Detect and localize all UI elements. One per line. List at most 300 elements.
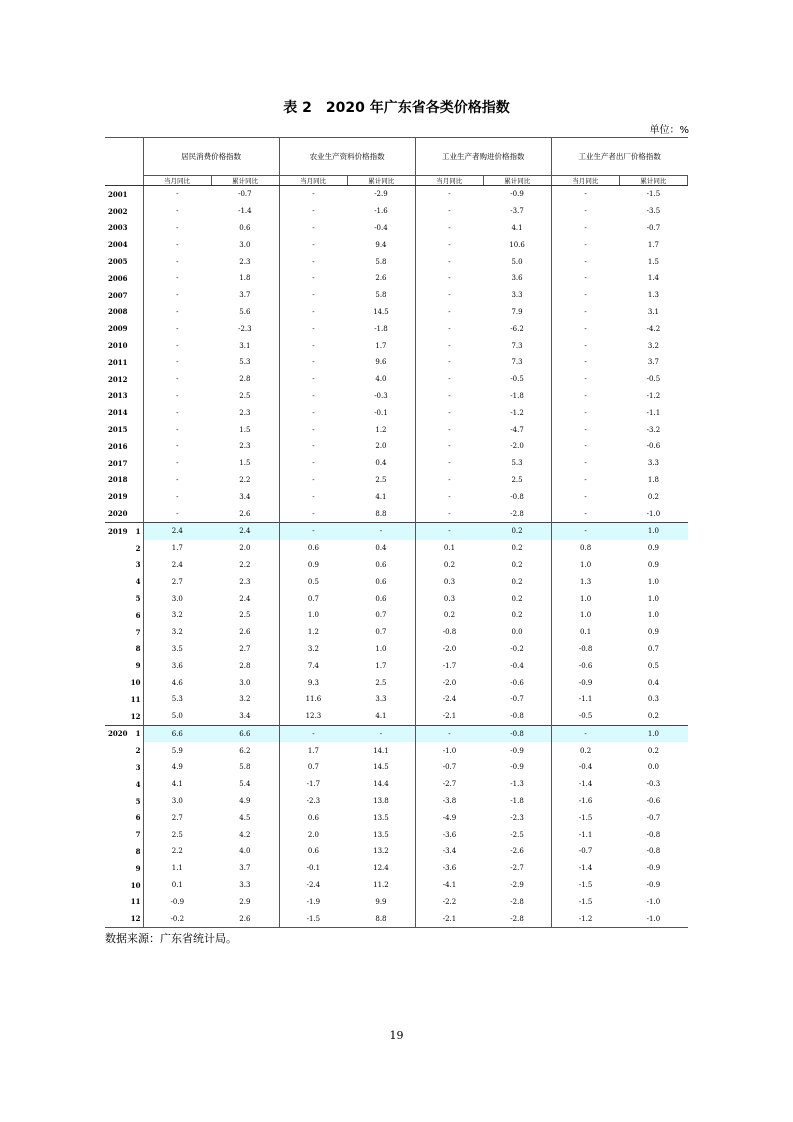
table-row xyxy=(105,337,688,354)
table-cell: - xyxy=(279,488,347,505)
table-cell: - xyxy=(279,421,347,438)
table-row xyxy=(105,455,688,472)
table-cell: - xyxy=(551,421,619,438)
table-cell: - xyxy=(551,505,619,522)
row-month: 5 xyxy=(135,796,141,806)
table-row xyxy=(105,472,688,489)
table-cell: - xyxy=(143,421,211,438)
row-month: 12 xyxy=(130,711,141,721)
table-cell: 2.5 xyxy=(375,678,387,687)
table-cell: 4.1 xyxy=(143,776,211,793)
table-cell: 5.6 xyxy=(239,307,251,316)
row-label xyxy=(105,826,143,843)
row-label xyxy=(105,304,143,321)
table-cell: 0.7 xyxy=(375,611,387,620)
table-cell: 4.1 xyxy=(375,712,387,721)
table-cell: 13.8 xyxy=(373,797,389,806)
table-cell: 0.6 xyxy=(279,809,347,826)
table-cell: 7.9 xyxy=(511,307,523,316)
table-row xyxy=(105,691,688,708)
table-cell: - xyxy=(415,320,483,337)
table-cell: -0.9 xyxy=(510,190,524,199)
table-cell: -0.9 xyxy=(143,893,211,910)
table-cell: 1.0 xyxy=(647,611,659,620)
table-cell: 1.0 xyxy=(375,644,387,653)
table-cell: -2.0 xyxy=(415,674,483,691)
table-cell: 5.8 xyxy=(375,291,387,300)
table-cell: - xyxy=(415,371,483,388)
table-cell: 1.2 xyxy=(279,624,347,641)
table-cell: 4.9 xyxy=(143,759,211,776)
table-cell: 2.9 xyxy=(239,897,251,906)
source-note: 数据来源：广东省统计局。 xyxy=(105,932,237,945)
row-month: 12 xyxy=(130,914,141,924)
table-cell: 0.6 xyxy=(279,540,347,557)
table-cell: 2.8 xyxy=(239,375,251,384)
table-cell: 1.0 xyxy=(647,594,659,603)
table-cell: 1.4 xyxy=(647,274,659,283)
table-cell: - xyxy=(415,253,483,270)
table-cell: 13.5 xyxy=(373,830,389,839)
table-row xyxy=(105,708,688,725)
table-cell: - xyxy=(279,472,347,489)
table-cell: - xyxy=(415,725,483,742)
table-cell: - xyxy=(415,388,483,405)
table-cell: -3.8 xyxy=(415,793,483,810)
table-row xyxy=(105,287,688,304)
table-row xyxy=(105,236,688,253)
table-row xyxy=(105,557,688,574)
group-header-ppirm: 工业生产者购进价格指数 xyxy=(415,138,551,176)
table-cell: 12.3 xyxy=(279,708,347,725)
table-cell: - xyxy=(279,455,347,472)
table-cell: 1.7 xyxy=(143,540,211,557)
table-cell: - xyxy=(279,404,347,421)
table-cell: 5.3 xyxy=(143,691,211,708)
table-cell: - xyxy=(143,203,211,220)
table-cell: 1.8 xyxy=(239,274,251,283)
table-cell: 3.2 xyxy=(647,341,659,350)
table-row xyxy=(105,674,688,691)
table-cell: - xyxy=(551,472,619,489)
table-cell: -2.3 xyxy=(510,813,524,822)
table-cell: - xyxy=(551,253,619,270)
table-cell: - xyxy=(415,488,483,505)
row-year: 2016 xyxy=(108,441,128,451)
table-cell: 3.7 xyxy=(647,358,659,367)
row-month: 9 xyxy=(135,661,141,671)
table-cell: -2.8 xyxy=(510,897,524,906)
table-cell: 5.4 xyxy=(239,780,251,789)
table-cell: 1.8 xyxy=(647,475,659,484)
table-cell: - xyxy=(143,505,211,522)
table-cell: -1.1 xyxy=(551,826,619,843)
table-cell: 3.3 xyxy=(511,291,523,300)
row-label xyxy=(105,354,143,371)
table-cell: 0.2 xyxy=(415,607,483,624)
table-cell: -2.8 xyxy=(483,910,551,927)
row-year: 2015 xyxy=(108,425,128,435)
table-cell: 3.0 xyxy=(239,678,251,687)
row-year: 2007 xyxy=(108,290,128,300)
table-cell: 0.6 xyxy=(239,223,251,232)
table-cell: 13.2 xyxy=(373,847,389,856)
table-cell: - xyxy=(279,287,347,304)
table-row xyxy=(105,826,688,843)
table-cell: 4.2 xyxy=(239,830,251,839)
row-year: 2006 xyxy=(108,273,128,283)
table-cell: 3.3 xyxy=(647,459,659,468)
table-cell: -1.2 xyxy=(510,408,524,417)
row-year: 2002 xyxy=(108,206,128,216)
table-cell: 13.5 xyxy=(373,813,389,822)
table-cell: - xyxy=(551,220,619,237)
table-row xyxy=(105,354,688,371)
table-cell: 2.2 xyxy=(239,475,251,484)
row-month: 8 xyxy=(135,644,141,654)
table-cell: - xyxy=(415,438,483,455)
table-cell: 2.5 xyxy=(239,611,251,620)
table-cell: 2.3 xyxy=(239,408,251,417)
table-cell: - xyxy=(415,287,483,304)
table-cell: -1.0 xyxy=(646,509,661,518)
row-month: 6 xyxy=(135,610,141,620)
table-cell: 0.8 xyxy=(551,540,619,557)
sub-header-monthly: 当月同比 xyxy=(143,176,211,186)
row-label xyxy=(105,843,143,860)
table-cell: - xyxy=(347,725,415,742)
row-month: 2 xyxy=(135,543,141,553)
table-cell: - xyxy=(279,236,347,253)
row-month: 2 xyxy=(135,746,141,756)
table-row xyxy=(105,590,688,607)
table-cell: - xyxy=(279,270,347,287)
table-cell: - xyxy=(415,270,483,287)
table-cell: -0.7 xyxy=(510,695,524,704)
table-cell: - xyxy=(415,186,483,203)
row-label xyxy=(105,877,143,894)
table-row xyxy=(105,725,688,742)
table-cell: 0.5 xyxy=(647,661,659,670)
table-cell: - xyxy=(143,220,211,237)
table-row xyxy=(105,388,688,405)
table-cell: - xyxy=(551,488,619,505)
table-cell: 3.7 xyxy=(239,291,251,300)
row-label xyxy=(105,540,143,557)
table-cell: - xyxy=(551,354,619,371)
table-cell: 5.0 xyxy=(511,257,523,266)
table-cell: -0.9 xyxy=(646,864,661,873)
table-cell: 0.9 xyxy=(647,560,659,569)
table-cell: - xyxy=(279,388,347,405)
table-cell: -6.2 xyxy=(510,324,524,333)
sub-header-monthly: 当月同比 xyxy=(415,176,483,186)
table-cell: 2.2 xyxy=(239,560,251,569)
table-cell: 2.5 xyxy=(143,826,211,843)
sub-header-cumulative: 累计同比 xyxy=(619,176,687,186)
row-year: 2012 xyxy=(108,374,128,384)
table-cell: 8.8 xyxy=(375,509,387,518)
table-cell: 3.0 xyxy=(239,240,251,249)
table-cell: 0.2 xyxy=(415,557,483,574)
table-cell: 2.0 xyxy=(239,544,251,553)
row-year: 2004 xyxy=(108,240,128,250)
table-cell: 2.4 xyxy=(143,522,211,539)
table-cell: -2.1 xyxy=(415,910,483,927)
table-cell: -2.7 xyxy=(415,776,483,793)
table-cell: -2.2 xyxy=(415,893,483,910)
table-cell: -0.2 xyxy=(143,910,211,927)
table-row xyxy=(105,220,688,237)
row-year: 2020 xyxy=(108,509,128,519)
table-cell: 2.6 xyxy=(211,910,279,927)
table-cell: -2.3 xyxy=(279,793,347,810)
table-cell: 0.9 xyxy=(279,557,347,574)
row-label xyxy=(105,404,143,421)
row-label xyxy=(105,910,143,927)
row-month: 11 xyxy=(130,694,141,704)
table-cell: -1.4 xyxy=(551,860,619,877)
table-cell: 3.6 xyxy=(143,657,211,674)
table-cell: 14.4 xyxy=(373,780,389,789)
row-year: 2011 xyxy=(108,357,128,367)
table-cell: 6.6 xyxy=(143,725,211,742)
table-cell: 0.4 xyxy=(375,459,387,468)
table-cell: -1.1 xyxy=(646,408,661,417)
table-cell: -4.1 xyxy=(415,877,483,894)
table-cell: 0.2 xyxy=(511,611,523,620)
table-cell: 2.0 xyxy=(375,442,387,451)
table-cell: - xyxy=(279,371,347,388)
table-cell: -1.3 xyxy=(510,780,524,789)
row-month: 3 xyxy=(135,560,141,570)
table-cell: 9.6 xyxy=(375,358,387,367)
table-cell: -1.5 xyxy=(646,190,661,199)
table-cell: -1.5 xyxy=(279,910,347,927)
table-cell: -0.6 xyxy=(551,657,619,674)
table-cell: - xyxy=(551,522,619,539)
table-cell: 2.3 xyxy=(239,577,251,586)
table-cell: 3.6 xyxy=(511,274,523,283)
table-cell: - xyxy=(143,371,211,388)
table-cell: 0.4 xyxy=(647,678,659,687)
table-cell: 0.6 xyxy=(375,594,387,603)
table-cell: - xyxy=(551,438,619,455)
table-cell: 1.7 xyxy=(279,742,347,759)
table-cell: - xyxy=(347,522,415,539)
table-cell: 0.2 xyxy=(511,544,523,553)
table-cell: -0.3 xyxy=(646,780,661,789)
table-cell: -1.6 xyxy=(551,793,619,810)
table-cell: 0.1 xyxy=(143,877,211,894)
table-cell: 4.1 xyxy=(375,492,387,501)
table-cell: -0.7 xyxy=(551,843,619,860)
table-cell: - xyxy=(279,304,347,321)
sub-header-cumulative: 累计同比 xyxy=(483,176,551,186)
row-year: 2003 xyxy=(108,223,128,233)
table-cell: -1.7 xyxy=(279,776,347,793)
table-row xyxy=(105,488,688,505)
table-cell: -0.6 xyxy=(510,678,524,687)
table-cell: -1.9 xyxy=(279,893,347,910)
row-month: 6 xyxy=(135,813,141,823)
table-cell: 1.0 xyxy=(551,607,619,624)
table-cell: -0.7 xyxy=(238,190,252,199)
table-cell: 1.0 xyxy=(279,607,347,624)
row-year: 2019 xyxy=(108,526,128,536)
table-cell: 1.7 xyxy=(375,341,387,350)
table-cell: - xyxy=(415,404,483,421)
table-cell: 3.1 xyxy=(647,307,659,316)
table-cell: 0.2 xyxy=(647,492,659,501)
row-label xyxy=(105,438,143,455)
row-label xyxy=(105,421,143,438)
table-cell: 5.3 xyxy=(239,358,251,367)
sub-header-monthly: 当月同比 xyxy=(551,176,619,186)
table-cell: 4.0 xyxy=(375,375,387,384)
table-cell: -0.2 xyxy=(510,644,524,653)
table-cell: 0.2 xyxy=(551,742,619,759)
table-cell: -0.5 xyxy=(510,375,524,384)
table-cell: 0.2 xyxy=(647,746,659,755)
table-row xyxy=(105,742,688,759)
table-cell: 1.7 xyxy=(375,661,387,670)
table-cell: -1.5 xyxy=(551,877,619,894)
row-month: 7 xyxy=(135,627,141,637)
table-cell: - xyxy=(143,438,211,455)
unit-label: 单位：% xyxy=(649,125,689,136)
table-cell: 4.1 xyxy=(511,223,523,232)
table-cell: - xyxy=(143,455,211,472)
table-cell: -1.1 xyxy=(551,691,619,708)
table-row xyxy=(105,505,688,522)
row-year: 2001 xyxy=(108,189,128,199)
table-row xyxy=(105,320,688,337)
table-cell: - xyxy=(279,354,347,371)
table-cell: -0.6 xyxy=(646,442,661,451)
table-cell: 0.7 xyxy=(279,759,347,776)
table-cell: 0.2 xyxy=(647,712,659,721)
table-cell: 0.1 xyxy=(551,624,619,641)
table-cell: 0.5 xyxy=(279,573,347,590)
table-cell: - xyxy=(415,203,483,220)
table-cell: 0.3 xyxy=(415,573,483,590)
table-cell: -2.6 xyxy=(510,847,524,856)
table-cell: 2.6 xyxy=(239,628,251,637)
row-month: 10 xyxy=(130,880,141,890)
table-cell: -0.4 xyxy=(374,223,388,232)
table-cell: 1.7 xyxy=(647,240,659,249)
table-cell: 2.3 xyxy=(239,257,251,266)
row-label xyxy=(105,472,143,489)
table-cell: -1.4 xyxy=(238,207,252,216)
table-title: 表 2 2020 年广东省各类价格指数 xyxy=(283,100,510,116)
table-cell: - xyxy=(415,505,483,522)
row-year: 2017 xyxy=(108,458,128,468)
table-cell: -0.6 xyxy=(646,797,661,806)
table-cell: 5.0 xyxy=(143,708,211,725)
table-cell: - xyxy=(551,320,619,337)
table-cell: 1.3 xyxy=(551,573,619,590)
table-cell: 3.0 xyxy=(143,590,211,607)
table-cell: 0.3 xyxy=(647,695,659,704)
table-cell: 2.7 xyxy=(239,644,251,653)
table-cell: -3.4 xyxy=(415,843,483,860)
row-label xyxy=(105,708,143,725)
table-cell: 4.5 xyxy=(239,813,251,822)
table-cell: -2.5 xyxy=(510,830,524,839)
table-cell: - xyxy=(143,388,211,405)
row-label xyxy=(105,220,143,237)
table-cell: 2.6 xyxy=(375,274,387,283)
table-row xyxy=(105,793,688,810)
table-cell: -1.8 xyxy=(510,391,524,400)
table-cell: - xyxy=(279,522,347,539)
table-cell: -0.4 xyxy=(551,759,619,776)
row-label xyxy=(105,455,143,472)
table-cell: - xyxy=(415,354,483,371)
table-row xyxy=(105,270,688,287)
table-cell: 0.2 xyxy=(511,594,523,603)
row-year: 2018 xyxy=(108,475,128,485)
table-cell: -1.4 xyxy=(551,776,619,793)
table-cell: -0.9 xyxy=(551,674,619,691)
table-cell: 4.0 xyxy=(239,847,251,856)
table-cell: -1.2 xyxy=(551,910,619,927)
table-cell: - xyxy=(143,488,211,505)
table-cell: - xyxy=(143,404,211,421)
table-cell: 0.6 xyxy=(279,843,347,860)
row-year: 2019 xyxy=(108,492,128,502)
row-month: 7 xyxy=(135,830,141,840)
table-cell: -0.7 xyxy=(415,759,483,776)
table-cell: -0.7 xyxy=(646,223,661,232)
table-row xyxy=(105,522,688,539)
table-cell: - xyxy=(143,337,211,354)
row-label xyxy=(105,674,143,691)
row-month: 8 xyxy=(135,846,141,856)
table-cell: 4.6 xyxy=(143,674,211,691)
table-row xyxy=(105,421,688,438)
row-label xyxy=(105,759,143,776)
row-label xyxy=(105,742,143,759)
row-label xyxy=(105,522,143,539)
table-cell: 2.7 xyxy=(143,573,211,590)
row-label xyxy=(105,793,143,810)
table-cell: -1.0 xyxy=(619,910,687,927)
table-cell: 2.0 xyxy=(279,826,347,843)
row-label xyxy=(105,236,143,253)
table-cell: 2.4 xyxy=(239,594,251,603)
table-cell: 3.4 xyxy=(239,492,251,501)
table-cell: 2.2 xyxy=(143,843,211,860)
table-cell: -1.5 xyxy=(551,809,619,826)
table-cell: -0.9 xyxy=(510,746,524,755)
row-label xyxy=(105,607,143,624)
table-cell: 0.1 xyxy=(415,540,483,557)
table-cell: -0.8 xyxy=(483,725,551,742)
table-cell: 14.1 xyxy=(373,746,389,755)
table-cell: -0.9 xyxy=(646,881,661,890)
table-row xyxy=(105,893,688,910)
table-cell: 1.5 xyxy=(239,425,251,434)
table-cell: - xyxy=(279,320,347,337)
table-cell: -0.9 xyxy=(510,763,524,772)
table-cell: - xyxy=(415,472,483,489)
row-month: 1 xyxy=(135,526,141,536)
sub-header-cumulative: 累计同比 xyxy=(211,176,279,186)
table-cell: -0.7 xyxy=(646,813,661,822)
